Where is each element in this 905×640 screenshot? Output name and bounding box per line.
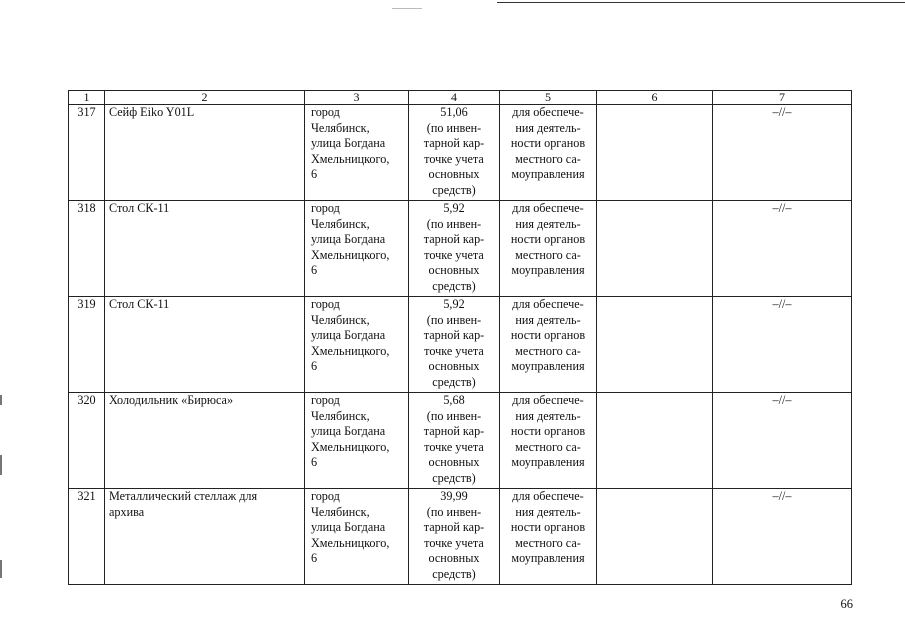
- table-header-row: [69, 91, 852, 105]
- empty-cell: [597, 105, 713, 201]
- purpose-cell: [500, 393, 597, 489]
- address-cell: [305, 393, 409, 489]
- cell-line: для обеспече-: [512, 297, 584, 311]
- cell-line: тарной кар-: [423, 136, 485, 150]
- cell-line: город: [311, 393, 340, 407]
- cell-line: улица Богдана: [311, 136, 386, 150]
- ditto-cell: –//–: [713, 393, 852, 489]
- cell-line: тарной кар-: [423, 232, 485, 246]
- row-number-cell: 321: [69, 489, 105, 585]
- cell-line: Хмельницкого,: [311, 343, 390, 358]
- cell-line: Холодильник «Бирюса»: [109, 393, 234, 407]
- item-name-cell: [105, 489, 305, 585]
- cell-line: (по инвен-: [426, 216, 482, 231]
- cell-line: точке учета: [424, 247, 484, 262]
- cell-line: ности органов: [510, 520, 586, 534]
- cell-line: (по инвен-: [426, 504, 482, 519]
- cell-line: Стол СК-11: [109, 297, 170, 311]
- cell-line: Хмельницкого,: [311, 247, 390, 262]
- cell-line: улица Богдана: [311, 424, 386, 438]
- row-number-cell: 320: [69, 393, 105, 489]
- cell-line: Челябинск,: [311, 504, 370, 519]
- cell-line: 5,68: [443, 393, 465, 407]
- cell-line: местного са-: [515, 439, 581, 454]
- cell-line: средств): [432, 566, 476, 581]
- empty-cell: [597, 297, 713, 393]
- cell-line: Челябинск,: [311, 312, 370, 327]
- cell-line: Стол СК-11: [109, 201, 170, 215]
- column-header: 2: [105, 91, 305, 105]
- column-header: 3: [305, 91, 409, 105]
- ditto-cell: –//–: [713, 105, 852, 201]
- cell-line: тарной кар-: [423, 520, 485, 534]
- column-header: 7: [713, 91, 852, 105]
- cell-line: Хмельницкого,: [311, 439, 390, 454]
- cell-line: точке учета: [424, 151, 484, 166]
- cell-line: местного са-: [515, 151, 581, 166]
- cell-line: улица Богдана: [311, 232, 386, 246]
- table-row: [69, 393, 852, 489]
- table-row: [69, 489, 852, 585]
- cell-line: 6: [311, 455, 318, 469]
- cell-line: Челябинск,: [311, 216, 370, 231]
- cell-line: Металлический стеллаж для: [109, 489, 258, 503]
- cell-line: ности органов: [510, 424, 586, 438]
- cell-line: ния деятель-: [515, 120, 581, 135]
- cell-line: Хмельницкого,: [311, 535, 390, 550]
- cost-cell: [409, 489, 500, 585]
- cell-line: моуправления: [511, 263, 585, 277]
- empty-cell: [597, 201, 713, 297]
- ditto-cell: –//–: [713, 201, 852, 297]
- cost-cell: [409, 105, 500, 201]
- cell-line: город: [311, 105, 340, 119]
- purpose-cell: [500, 105, 597, 201]
- cell-line: город: [311, 201, 340, 215]
- item-name-cell: [105, 201, 305, 297]
- cell-line: улица Богдана: [311, 328, 386, 342]
- cell-line: местного са-: [515, 535, 581, 550]
- cost-cell: [409, 201, 500, 297]
- ditto-cell: –//–: [713, 297, 852, 393]
- row-number-cell: 319: [69, 297, 105, 393]
- cell-line: основных: [428, 455, 480, 469]
- cell-line: 6: [311, 263, 318, 277]
- ditto-cell: –//–: [713, 489, 852, 585]
- cell-line: основных: [428, 167, 480, 181]
- item-name-cell: [105, 105, 305, 201]
- cell-line: точке учета: [424, 439, 484, 454]
- cell-line: точке учета: [424, 343, 484, 358]
- cell-line: Хмельницкого,: [311, 151, 390, 166]
- cell-line: город: [311, 297, 340, 311]
- cell-line: основных: [428, 263, 480, 277]
- cell-line: ния деятель-: [515, 408, 581, 423]
- table-row: [69, 297, 852, 393]
- cell-line: местного са-: [515, 247, 581, 262]
- cell-line: основных: [428, 359, 480, 373]
- cell-line: моуправления: [511, 167, 585, 181]
- cell-line: основных: [428, 551, 480, 565]
- item-name-cell: [105, 297, 305, 393]
- purpose-cell: [500, 201, 597, 297]
- cell-line: (по инвен-: [426, 408, 482, 423]
- column-header: 6: [597, 91, 713, 105]
- margin-mark: [0, 560, 2, 578]
- cell-line: ния деятель-: [515, 504, 581, 519]
- column-header: 5: [500, 91, 597, 105]
- table-row: [69, 201, 852, 297]
- cell-line: моуправления: [511, 455, 585, 469]
- purpose-cell: [500, 297, 597, 393]
- cell-line: тарной кар-: [423, 424, 485, 438]
- table-row: [69, 105, 852, 201]
- column-header: 4: [409, 91, 500, 105]
- cell-line: для обеспече-: [512, 105, 584, 119]
- cell-line: 6: [311, 551, 318, 565]
- cell-line: средств): [432, 374, 476, 389]
- cell-line: 6: [311, 359, 318, 373]
- row-number-cell: 318: [69, 201, 105, 297]
- cell-line: ности органов: [510, 136, 586, 150]
- cost-cell: [409, 297, 500, 393]
- cell-line: (по инвен-: [426, 120, 482, 135]
- address-cell: [305, 105, 409, 201]
- cell-line: город: [311, 489, 340, 503]
- cell-line: моуправления: [511, 359, 585, 373]
- address-cell: [305, 489, 409, 585]
- cell-line: средств): [432, 278, 476, 293]
- page-number: 66: [840, 597, 853, 611]
- cell-line: тарной кар-: [423, 328, 485, 342]
- cell-line: 5,92: [443, 297, 465, 311]
- cell-line: ности органов: [510, 328, 586, 342]
- address-cell: [305, 201, 409, 297]
- scan-edge-line: [497, 2, 905, 3]
- cell-line: ния деятель-: [515, 312, 581, 327]
- cell-line: местного са-: [515, 343, 581, 358]
- purpose-cell: [500, 489, 597, 585]
- cell-line: для обеспече-: [512, 201, 584, 215]
- margin-mark: [0, 395, 2, 405]
- cell-line: точке учета: [424, 535, 484, 550]
- cell-line: архива: [109, 504, 145, 519]
- address-cell: [305, 297, 409, 393]
- empty-cell: [597, 393, 713, 489]
- cell-line: моуправления: [511, 551, 585, 565]
- cell-line: 39,99: [440, 489, 468, 503]
- property-register-table: [68, 90, 852, 585]
- column-header: 1: [69, 91, 105, 105]
- row-number-cell: 317: [69, 105, 105, 201]
- cell-line: 51,06: [440, 105, 468, 119]
- cell-line: Челябинск,: [311, 120, 370, 135]
- cell-line: 5,92: [443, 201, 465, 215]
- cell-line: для обеспече-: [512, 489, 584, 503]
- margin-mark: [0, 455, 2, 475]
- cell-line: средств): [432, 182, 476, 197]
- cell-line: (по инвен-: [426, 312, 482, 327]
- cost-cell: [409, 393, 500, 489]
- item-name-cell: [105, 393, 305, 489]
- scan-artifact-line: [392, 8, 422, 9]
- cell-line: улица Богдана: [311, 520, 386, 534]
- cell-line: средств): [432, 470, 476, 485]
- cell-line: 6: [311, 167, 318, 181]
- cell-line: Челябинск,: [311, 408, 370, 423]
- cell-line: ности органов: [510, 232, 586, 246]
- cell-line: Сейф Eiko Y01L: [109, 105, 195, 119]
- cell-line: для обеспече-: [512, 393, 584, 407]
- cell-line: ния деятель-: [515, 216, 581, 231]
- empty-cell: [597, 489, 713, 585]
